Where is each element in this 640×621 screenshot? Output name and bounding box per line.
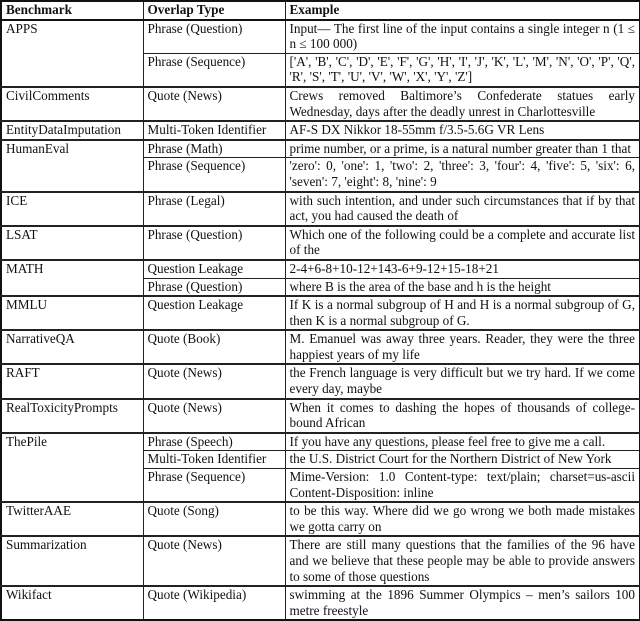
- example-cell: Input— The first line of the input contains a single integer n (1 ≤ n ≤ 100 000): [285, 20, 640, 54]
- benchmark-cell: RealToxicityPrompts: [1, 399, 143, 433]
- benchmark-cell: MATH: [1, 260, 143, 296]
- benchmark-cell: TwitterAAE: [1, 502, 143, 536]
- table-row: [1, 20, 640, 54]
- example-cell: When it comes to dashing the hopes of thousands of college-bound African: [285, 399, 640, 433]
- example-cell: ['A', 'B', 'C', 'D', 'E', 'F', 'G', 'H', 'I', 'J', 'K', 'L', 'M', 'N', 'O', 'P', 'Q', 'R', 'S', 'T', 'U', 'V', 'W', 'X', 'Y', 'Z']: [285, 53, 640, 87]
- header-row: [1, 1, 640, 20]
- overlap-type-cell: Phrase (Question): [143, 20, 285, 54]
- example-cell: If you have any questions, please feel free to give me a call.: [285, 433, 640, 451]
- overlap-type-cell: Question Leakage: [143, 260, 285, 278]
- overlap-type-cell: Quote (Song): [143, 502, 285, 536]
- overlap-type-cell: Phrase (Question): [143, 226, 285, 260]
- overlap-type-cell: Phrase (Legal): [143, 192, 285, 226]
- benchmark-cell: RAFT: [1, 364, 143, 398]
- table-row: [1, 260, 640, 278]
- table-row: [1, 296, 640, 330]
- header-overlap-type: Overlap Type: [143, 1, 285, 20]
- benchmark-cell: ThePile: [1, 433, 143, 502]
- example-cell: with such intention, and under such circumstances that if by that act, you had caused the death of: [285, 192, 640, 226]
- overlap-type-cell: Quote (News): [143, 364, 285, 398]
- benchmark-cell: NarrativeQA: [1, 330, 143, 364]
- example-cell: 2-4+6-8+10-12+143-6+9-12+15-18+21: [285, 260, 640, 278]
- overlap-type-cell: Multi-Token Identifier: [143, 451, 285, 469]
- overlap-type-cell: Phrase (Sequence): [143, 158, 285, 192]
- table-row: [1, 192, 640, 226]
- overlap-type-cell: Phrase (Sequence): [143, 469, 285, 503]
- example-cell: 'zero': 0, 'one': 1, 'two': 2, 'three': 3, 'four': 4, 'five': 5, 'six': 6, 'seven': 7, 'eight': 8, 'nine': 9: [285, 158, 640, 192]
- overlap-type-cell: Question Leakage: [143, 296, 285, 330]
- benchmark-cell: ICE: [1, 192, 143, 226]
- example-cell: If K is a normal subgroup of H and H is a normal subgroup of G, then K is a normal subgroup of G.: [285, 296, 640, 330]
- benchmark-cell: LSAT: [1, 226, 143, 260]
- benchmark-cell: CivilComments: [1, 87, 143, 121]
- example-cell: the U.S. District Court for the Northern District of New York: [285, 451, 640, 469]
- table-row: [1, 140, 640, 158]
- overlap-type-cell: Phrase (Speech): [143, 433, 285, 451]
- example-cell: AF-S DX Nikkor 18-55mm f/3.5-5.6G VR Lens: [285, 121, 640, 140]
- table-row: [1, 226, 640, 260]
- benchmark-cell: Summarization: [1, 536, 143, 586]
- benchmark-cell: HumanEval: [1, 140, 143, 192]
- example-cell: prime number, or a prime, is a natural number greater than 1 that: [285, 140, 640, 158]
- example-cell: to be this way. Where did we go wrong we both made mistakes we gotta carry on: [285, 502, 640, 536]
- benchmark-cell: MMLU: [1, 296, 143, 330]
- example-cell: M. Emanuel was away three years. Reader, they were the three happiest years of my life: [285, 330, 640, 364]
- table-row: [1, 399, 640, 433]
- table-row: [1, 586, 640, 620]
- overlap-type-cell: Phrase (Math): [143, 140, 285, 158]
- table-row: [1, 502, 640, 536]
- table-row: [1, 121, 640, 140]
- example-cell: There are still many questions that the families of the 96 have and we believe that these people may be able to provide answers to some of those questions: [285, 536, 640, 586]
- example-cell: where B is the area of the base and h is the height: [285, 278, 640, 296]
- overlap-type-cell: Quote (News): [143, 399, 285, 433]
- table-body: [1, 20, 640, 621]
- example-cell: Mime-Version: 1.0 Content-type: text/plain; charset=us-ascii Content-Disposition: inline: [285, 469, 640, 503]
- example-cell: swimming at the 1896 Summer Olympics – men’s sailors 100 metre freestyle: [285, 586, 640, 620]
- example-cell: Which one of the following could be a complete and accurate list of the: [285, 226, 640, 260]
- table-row: [1, 364, 640, 398]
- table-row: [1, 330, 640, 364]
- overlap-type-cell: Phrase (Sequence): [143, 53, 285, 87]
- example-cell: the French language is very difficult but we try hard. If we come every day, maybe: [285, 364, 640, 398]
- header-example: Example: [285, 1, 640, 20]
- table-row: [1, 433, 640, 451]
- overlap-type-cell: Quote (News): [143, 87, 285, 121]
- example-cell: Crews removed Baltimore’s Confederate statues early Wednesday, days after the deadly unrest in Charlottesville: [285, 87, 640, 121]
- benchmark-cell: EntityDataImputation: [1, 121, 143, 140]
- overlap-type-cell: Phrase (Question): [143, 278, 285, 296]
- overlap-type-cell: Quote (Wikipedia): [143, 586, 285, 620]
- header-benchmark: Benchmark: [1, 1, 143, 20]
- overlap-type-cell: Quote (News): [143, 536, 285, 586]
- overlap-type-cell: Quote (Book): [143, 330, 285, 364]
- benchmark-cell: Wikifact: [1, 586, 143, 620]
- table-row: [1, 87, 640, 121]
- benchmark-cell: APPS: [1, 20, 143, 87]
- overlap-type-cell: Multi-Token Identifier: [143, 121, 285, 140]
- table-row: [1, 536, 640, 586]
